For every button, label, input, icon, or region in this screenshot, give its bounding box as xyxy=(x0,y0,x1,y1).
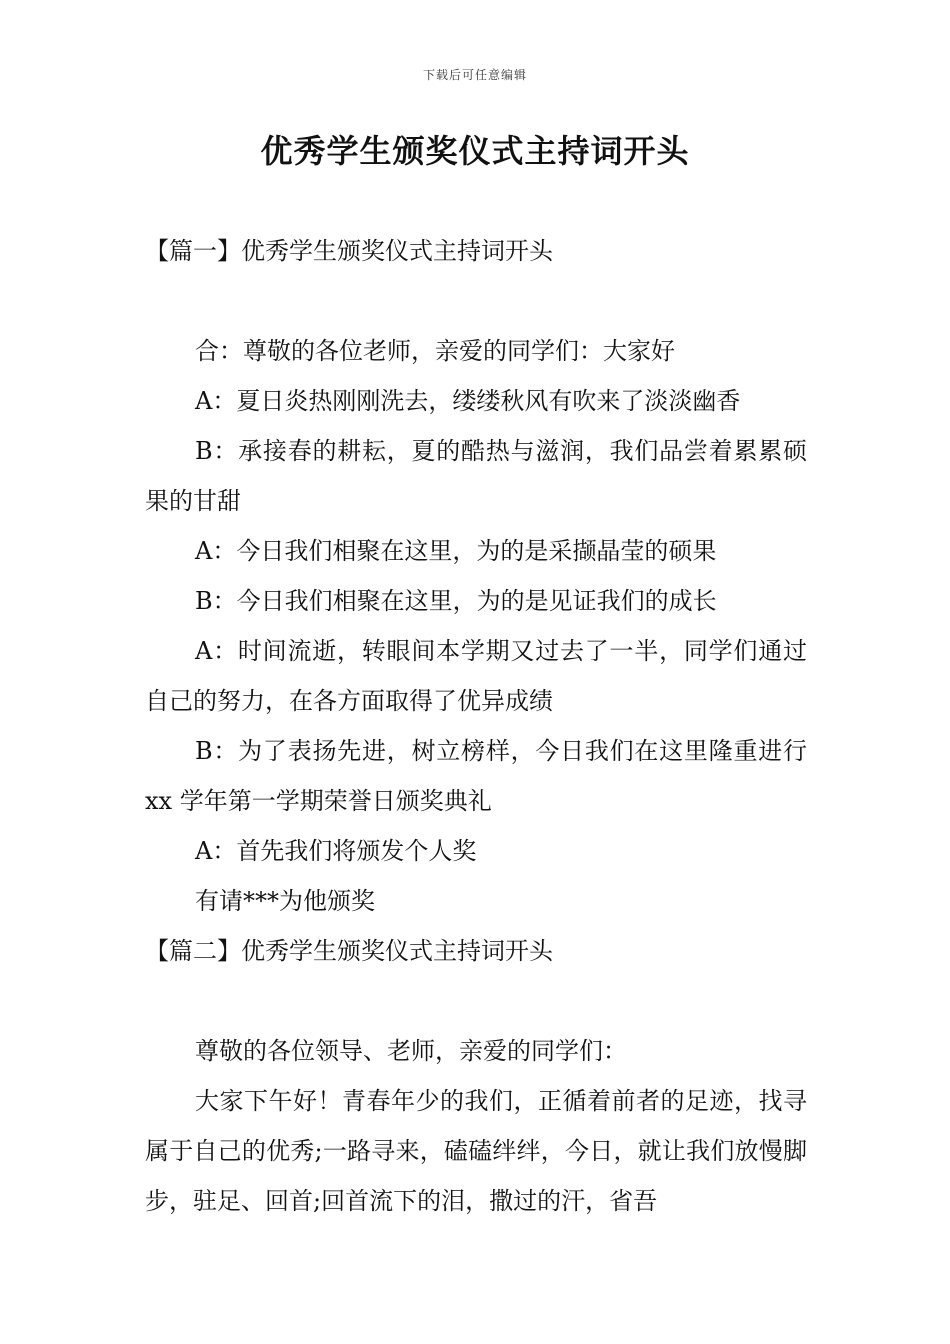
header-note: 下载后可任意编辑 xyxy=(422,68,527,82)
paragraph: 有请***为他颁奖 xyxy=(195,887,375,915)
paragraph: 尊敬的各位领导、老师，亲爱的同学们： xyxy=(195,1037,627,1065)
document-title: 优秀学生颁奖仪式主持词开头 xyxy=(260,132,690,170)
paragraph: B：为了表扬先进，树立榜样，今日我们在这里隆重进行 xx 学年第一学期荣誉日颁奖典礼 xyxy=(145,737,807,815)
paragraph: B：今日我们相聚在这里，为的是见证我们的成长 xyxy=(195,587,717,615)
document-body xyxy=(145,226,807,1226)
section-gap xyxy=(145,276,807,326)
section-gap xyxy=(145,976,807,1026)
paragraph: A：今日我们相聚在这里，为的是采撷晶莹的硕果 xyxy=(195,537,717,565)
paragraph: A：夏日炎热刚刚洗去，缕缕秋风有吹来了淡淡幽香 xyxy=(195,387,741,415)
paragraph: 大家下午好！青春年少的我们，正循着前者的足迹，找寻属于自己的优秀;一路寻来，磕磕绊绊，今日，就让我们放慢脚步，驻足、回首;回首流下的泪，撒过的汗，省吾 xyxy=(145,1087,807,1215)
paragraph: B：承接春的耕耘，夏的酷热与滋润，我们品尝着累累硕果的甘甜 xyxy=(145,437,807,515)
paragraph: 合：尊敬的各位老师，亲爱的同学们：大家好 xyxy=(195,337,675,365)
paragraph: A：时间流逝，转眼间本学期又过去了一半，同学们通过自己的努力，在各方面取得了优异成绩 xyxy=(145,637,807,715)
paragraph: A：首先我们将颁发个人奖 xyxy=(195,837,477,865)
section-heading-2: 【篇二】优秀学生颁奖仪式主持词开头 xyxy=(145,937,553,965)
section-heading-1: 【篇一】优秀学生颁奖仪式主持词开头 xyxy=(145,237,553,265)
